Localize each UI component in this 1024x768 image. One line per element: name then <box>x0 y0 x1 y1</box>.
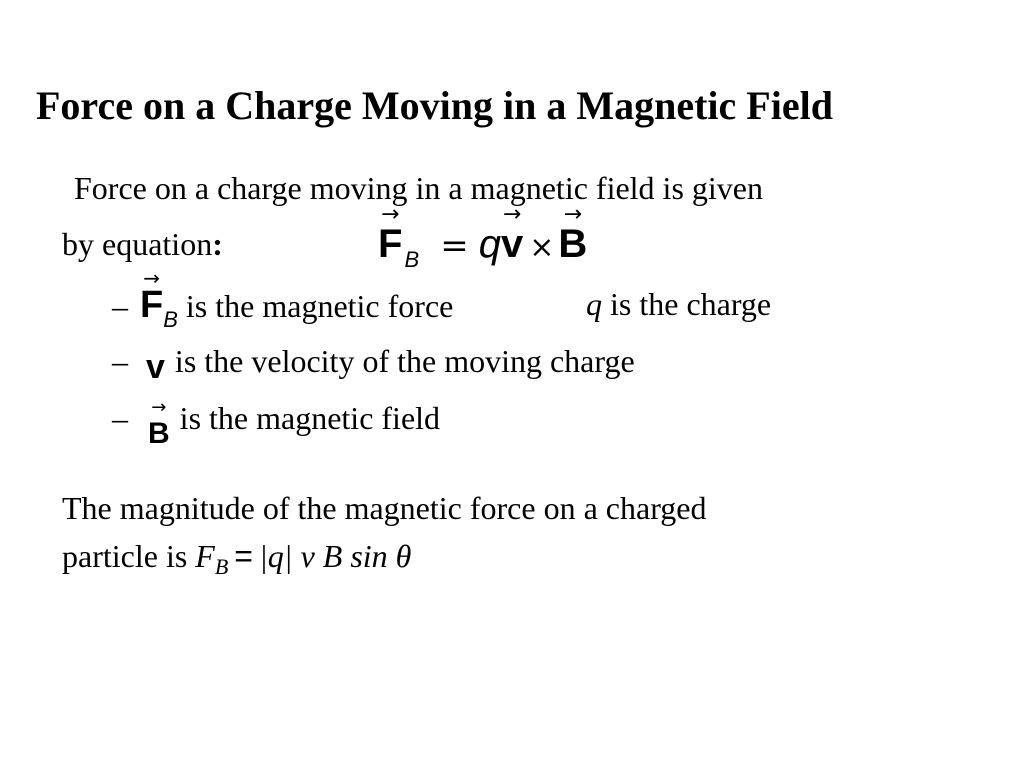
equation-charge: q <box>478 222 501 266</box>
bullet-field-text: is the magnetic field <box>179 400 441 436</box>
bullet-velocity <box>112 343 635 386</box>
equation-force-symbol: F <box>378 222 403 266</box>
force-symbol-subscript: B <box>163 307 178 332</box>
equation-velocity-symbol: v <box>501 222 524 266</box>
bullet-velocity-text: is the velocity of the moving charge <box>174 343 635 379</box>
charge-note <box>586 286 771 323</box>
charge-note-text: is the charge <box>610 286 772 322</box>
velocity-symbol: v <box>146 348 165 386</box>
vector-arrow-icon: → <box>381 202 400 227</box>
magnitude-line-1: The magnitude of the magnetic force on a charged <box>62 490 707 526</box>
intro-line-2 <box>62 228 223 260</box>
equation-velocity-vector <box>501 202 524 266</box>
bullet-field <box>112 397 441 450</box>
field-vector-symbol <box>148 397 170 450</box>
equation-force-subscript: B <box>404 247 420 272</box>
equation-cross-product: × <box>529 230 555 265</box>
equation-force-vector <box>378 202 403 266</box>
vector-arrow-icon: → <box>151 397 167 418</box>
charge-symbol: q <box>586 286 602 322</box>
bullet-dash: – <box>112 288 128 324</box>
bullet-dash: – <box>112 400 128 436</box>
equation-field-symbol: B <box>558 222 588 266</box>
magnitude-line-2 <box>62 538 412 579</box>
vector-arrow-icon: → <box>502 202 522 227</box>
magnitude-formula-rest: v B sin θ <box>300 538 412 574</box>
bullet-force <box>112 266 454 332</box>
intro-colon: : <box>212 226 223 262</box>
bullet-dash: – <box>112 343 128 379</box>
force-symbol: F <box>140 284 164 326</box>
vector-arrow-icon: → <box>143 266 160 290</box>
equation-field-vector <box>558 202 588 266</box>
magnitude-prefix: particle is <box>62 538 188 574</box>
field-symbol: B <box>148 417 170 450</box>
equation-equals: = <box>440 226 469 266</box>
magnitude-equals: = <box>234 538 253 574</box>
force-vector-symbol <box>140 266 164 326</box>
magnitude-force-subscript: B <box>214 554 229 579</box>
magnitude-force-symbol: F <box>195 538 215 574</box>
intro-line-2-text: by equation <box>62 226 213 262</box>
vector-arrow-icon: → <box>563 202 583 227</box>
intro-line-1: Force on a charge moving in a magnetic field is given <box>74 170 763 206</box>
slide-title: Force on a Charge Moving in a Magnetic Field <box>36 83 833 128</box>
magnitude-abs-charge: |q| <box>258 538 293 574</box>
force-equation <box>378 202 588 272</box>
bullet-force-text: is the magnetic force <box>185 288 454 324</box>
